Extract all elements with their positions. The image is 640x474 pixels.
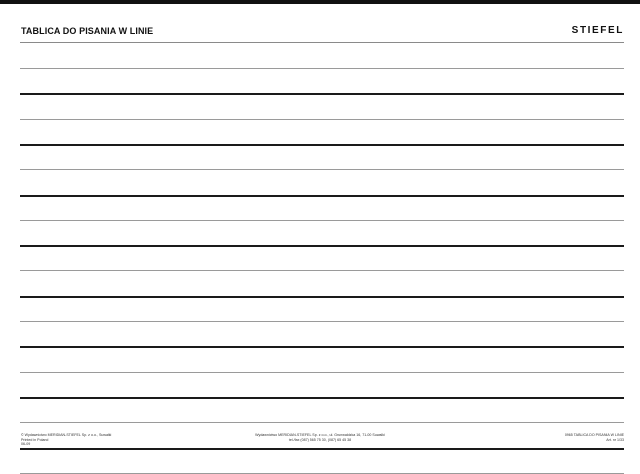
writing-line-guide [20, 220, 624, 221]
writing-line-guide [20, 270, 624, 271]
footer-line: 06-09 [21, 442, 31, 447]
footer-line: Printed in Poland [21, 437, 49, 442]
writing-line-guide [20, 321, 624, 322]
writing-line-baseline [20, 93, 624, 95]
writing-line-guide [20, 372, 624, 373]
writing-line-baseline [20, 397, 624, 399]
writing-line-baseline [20, 296, 624, 298]
writing-line-guide [20, 169, 624, 170]
brand-logo: STIEFEL [571, 25, 624, 36]
writing-line-guide [20, 68, 624, 69]
footer-publisher-info [21, 433, 181, 447]
footer-line: tel./fax (087) 565 75 30, (087) 65 45 38 [288, 437, 352, 442]
footer-line: Art. nr 1/33 [606, 437, 624, 442]
writing-line-baseline [20, 245, 624, 247]
page-title: TABLICA DO PISANIA W LINIE [21, 26, 154, 36]
footer-line: © Wydawnictwo MERIDIAN-STIEFEL Sp. z o.o., Suwałki [21, 433, 112, 437]
writing-line-guide [20, 119, 624, 120]
writing-line-baseline [20, 346, 624, 348]
writing-line-guide [20, 422, 624, 423]
writing-line-baseline [20, 195, 624, 197]
writing-line-baseline [20, 448, 624, 450]
footer-line: Wydawnictwo MERIDIAN-STIEFEL Sp. z o.o., ul. Grunwaldzka 16, 71-00 Suwałki [255, 433, 385, 437]
writing-line-baseline [20, 144, 624, 146]
footer-product-code [514, 433, 624, 442]
ruled-lines [0, 4, 640, 464]
footer-address [220, 433, 420, 442]
footer-line: 0965 TABLICA DO PISANIA W LINIE [564, 433, 624, 437]
